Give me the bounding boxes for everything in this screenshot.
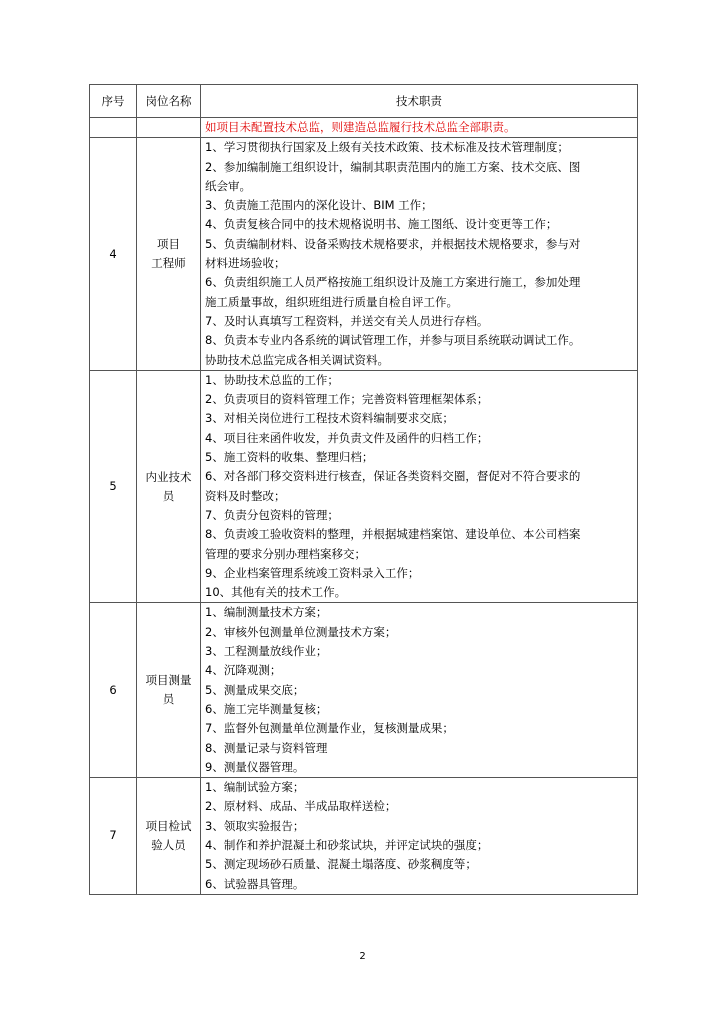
position-name-line: 员 [162, 692, 175, 707]
table-row [90, 603, 638, 778]
duty-line: 7、监督外包测量单位测量作业，复核测量成果； [205, 721, 454, 736]
duties-cell [201, 138, 638, 371]
position-name-line: 内业技术 [145, 469, 192, 484]
duty-line: 9、企业档案管理系统竣工资料录入工作； [205, 565, 420, 580]
position-name [137, 138, 201, 371]
duty-line: 2、参加编制施工组织设计，编制其职责范围内的施工方案、技术交底、图 [205, 159, 581, 174]
duty-line: 4、负责复核合同中的技术规格说明书、施工图纸、设计变更等工作； [205, 217, 558, 232]
row-number: 5 [90, 370, 137, 603]
duty-line: 1、学习贯彻执行国家及上级有关技术政策、技术标准及技术管理制度； [205, 140, 569, 155]
header-duties: 技术职责 [201, 85, 638, 118]
page-number: 2 [359, 951, 366, 962]
duty-line: 2、原材料、成品、半成品取样送检； [205, 799, 397, 814]
duty-line: 2、负责项目的资料管理工作；完善资料管理框架体系； [205, 392, 489, 407]
duty-line: 8、负责竣工验收资料的整理，并根据城建档案馆、建设单位、本公司档案 [205, 527, 581, 542]
position-name [137, 778, 201, 895]
duty-line: 4、沉降观测； [205, 663, 282, 678]
header-row [90, 85, 638, 118]
duty-line: 3、领取实验报告； [205, 818, 305, 833]
duty-line: 10、其他有关的技术工作。 [205, 585, 347, 600]
note-no-cell [90, 118, 137, 138]
duty-rows [90, 138, 638, 895]
duty-line: 6、试验器具管理。 [205, 876, 305, 891]
position-name-line: 员 [162, 488, 175, 503]
duty-line: 8、测量记录与资料管理 [205, 740, 328, 755]
duty-line: 4、项目往来函件收发，并负责文件及函件的归档工作； [205, 430, 489, 445]
duty-line: 3、对相关岗位进行工程技术资料编制要求交底； [205, 411, 454, 426]
duties-table [89, 84, 638, 895]
position-name-line: 验人员 [151, 837, 186, 852]
duty-line: 5、负责编制材料、设备采购技术规格要求，并根据技术规格要求，参与对 [205, 236, 581, 251]
position-name-line: 项目测量 [145, 673, 192, 688]
header-position: 岗位名称 [137, 85, 201, 118]
duty-line: 管理的要求分别办理档案移交； [205, 546, 366, 561]
duty-line: 5、施工资料的收集、整理归档； [205, 450, 374, 465]
duty-line: 6、对各部门移交资料进行核查，保证各类资料交圈，督促对不符合要求的 [205, 469, 581, 484]
duty-line: 材料进场验收； [205, 256, 286, 271]
table-row [90, 370, 638, 603]
duty-line: 协助技术总监完成各相关调试资料。 [205, 352, 389, 367]
position-name [137, 370, 201, 603]
duties-cell [201, 603, 638, 778]
duty-line: 5、测定现场砂石质量、混凝土塌落度、砂浆稠度等； [205, 857, 477, 872]
duty-line: 1、编制测量技术方案； [205, 605, 328, 620]
duty-line: 7、负责分包资料的管理； [205, 507, 339, 522]
duty-line: 资料及时整改； [205, 488, 286, 503]
note-row [90, 118, 638, 138]
duty-line: 3、工程测量放线作业； [205, 644, 328, 659]
row-number: 7 [90, 778, 137, 895]
position-name-line: 项目 [157, 237, 180, 252]
duty-line: 6、施工完毕测量复核； [205, 701, 328, 716]
position-name-line: 工程师 [151, 256, 186, 271]
duty-line: 6、负责组织施工人员严格按施工组织设计及施工方案进行施工，参加处理 [205, 275, 581, 290]
duty-line: 5、测量成果交底； [205, 682, 305, 697]
table-row [90, 778, 638, 895]
duties-cell [201, 370, 638, 603]
duty-line: 8、负责本专业内各系统的调试管理工作，并参与项目系统联动调试工作。 [205, 333, 581, 348]
duties-cell [201, 778, 638, 895]
duty-line: 9、测量仪器管理。 [205, 759, 305, 774]
row-number: 6 [90, 603, 137, 778]
duty-line: 1、协助技术总监的工作； [205, 372, 339, 387]
row-number: 4 [90, 138, 137, 371]
duty-line: 纸会审。 [205, 178, 251, 193]
note-position-cell [137, 118, 201, 138]
duty-line: 4、制作和养护混凝土和砂浆试块，并评定试块的强度； [205, 837, 489, 852]
position-name [137, 603, 201, 778]
duty-line: 2、审核外包测量单位测量技术方案； [205, 624, 397, 639]
duty-line: 7、及时认真填写工程资料，并送交有关人员进行存档。 [205, 313, 489, 328]
position-name-line: 项目检试 [145, 818, 192, 833]
note-text: 如项目未配置技术总监，则建造总监履行技术总监全部职责。 [205, 120, 516, 134]
note-cell [201, 118, 638, 138]
duty-line: 3、负责施工范围内的深化设计、BIM 工作； [205, 198, 433, 213]
duty-line: 施工质量事故，组织班组进行质量自检自评工作。 [205, 294, 458, 309]
duty-line: 1、编制试验方案； [205, 780, 305, 795]
header-no: 序号 [90, 85, 137, 118]
table-row [90, 138, 638, 371]
